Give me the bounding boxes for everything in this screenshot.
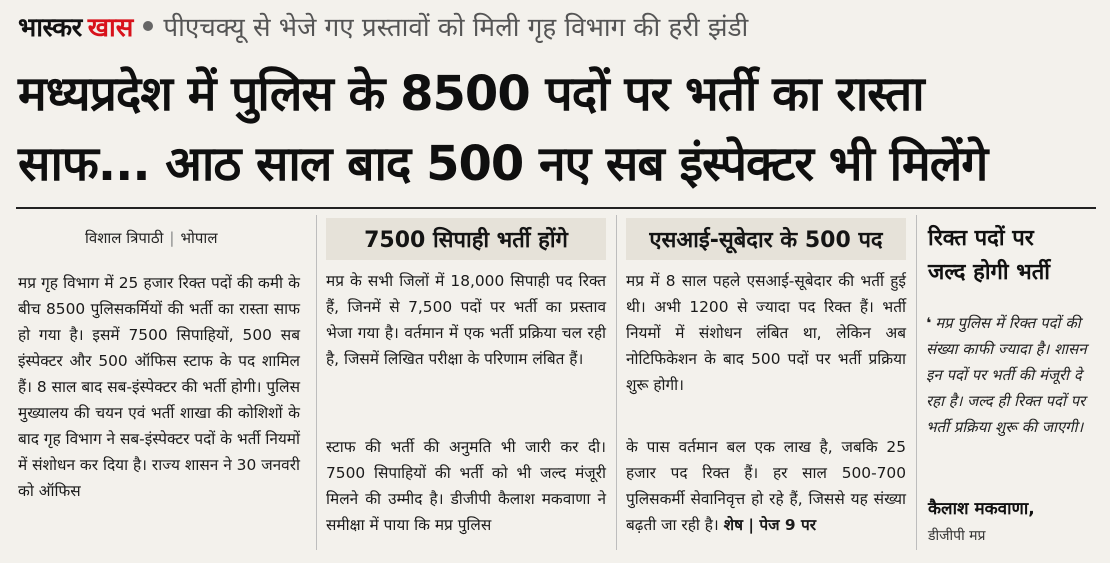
brand-name: भास्कर bbox=[18, 13, 82, 43]
article-column-2-top: मप्र के सभी जिलों में 18,000 सिपाही पद रिक्त हैं, जिनमें से 7,500 पदों पर भर्ती का प्रस्ताव भेजा गया है। वर्तमान में एक भर्ती प्रक्रिया चल रही है, जिसमें लिखित परीक्षा के परिणाम लंबित हैं। bbox=[326, 272, 606, 368]
sidebar-title bbox=[928, 222, 1050, 290]
headline-divider bbox=[16, 207, 1096, 209]
sidebar-title-line-1: रिक्त पदों पर bbox=[928, 226, 1034, 251]
article-column-1: मप्र गृह विभाग में 25 हजार रिक्त पदों की कमी के बीच 8500 पुलिसकर्मियों की भर्ती का रास्ता साफ हो गया है। इसमें 7500 सिपाहियों, 500 सब इंस्पेक्टर और 500 ऑफिस स्टाफ के पद शामिल हैं। 8 साल बाद सब-इंस्पेक्टर की भर्ती होगी। पुलिस मुख्यालय की चयन एवं भर्ती शाखा की कोशिशों के बाद गृह विभाग ने सब-इंस्पेक्टर पदों के भर्ती नियमों में संशोधन कर दिया है। राज्य शासन ने 30 जनवरी को ऑफिस bbox=[18, 274, 300, 500]
column-divider bbox=[316, 215, 317, 550]
sidebar-title-line-2: जल्द होगी भर्ती bbox=[928, 260, 1050, 285]
byline: विशाल त्रिपाठी | भोपाल bbox=[85, 229, 218, 247]
brand-special-tag: खास bbox=[87, 13, 134, 43]
sidebar-quote-text: मप्र पुलिस में रिक्त पदों की संख्या काफी ज्यादा है। शासन इन पदों पर भर्ती की मंजूरी दे रहा है। जल्द ही रिक्त पदों पर भर्ती प्रक्रिया शुरू की जाएगी। bbox=[926, 314, 1087, 436]
dateline-place: भोपाल bbox=[180, 229, 218, 247]
subheading-constables: 7500 सिपाही भर्ती होंगे bbox=[326, 218, 606, 260]
article-column-2-bottom: स्टाफ की भर्ती की अनुमति भी जारी कर दी। 7500 सिपाहियों की भर्ती को भी जल्द मंजूरी मिलने की उम्मीद है। डीजीपी कैलाश मकवाणा ने समीक्षा में पाया कि मप्र पुलिस bbox=[326, 438, 606, 534]
continued-on-page: शेष | पेज 9 पर bbox=[723, 516, 816, 534]
kicker-text: पीएचक्यू से भेजे गए प्रस्तावों को मिली गृह विभाग की हरी झंडी bbox=[163, 13, 749, 43]
article-column-3-bottom-text: के पास वर्तमान बल एक लाख है, जबकि 25 हजार पद रिक्त हैं। हर साल 500-700 पुलिसकर्मी सेवानिवृत्त हो रहे हैं, जिससे यह संख्या बढ़ती जा रही है। bbox=[626, 438, 906, 534]
author-name: विशाल त्रिपाठी bbox=[85, 229, 164, 247]
column-divider bbox=[916, 215, 917, 550]
quote-author-name: कैलाश मकवाणा, bbox=[928, 499, 1035, 519]
kicker-line bbox=[18, 8, 748, 44]
column-divider bbox=[616, 215, 617, 550]
quote-author-role: डीजीपी मप्र bbox=[928, 528, 986, 544]
article-column-3-bottom bbox=[626, 434, 906, 538]
bullet-icon bbox=[143, 21, 153, 31]
subheading-si-subedar: एसआई-सूबेदार के 500 पद bbox=[626, 218, 906, 260]
headline-line-1: मध्यप्रदेश में पुलिस के 8500 पदों पर भर्ती का रास्ता bbox=[18, 66, 924, 122]
quote-mark-icon: ❛ bbox=[926, 314, 932, 332]
article-column-3-top: मप्र में 8 साल पहले एसआई-सूबेदार की भर्ती हुई थी। अभी 1200 से ज्यादा पद रिक्त हैं। भर्ती नियमों में संशोधन लंबित था, लेकिन अब नोटिफिकेशन के बाद 500 पदों पर भर्ती प्रक्रिया शुरू होगी। bbox=[626, 272, 906, 394]
headline-line-2: साफ... आठ साल बाद 500 नए सब इंस्पेक्टर भी मिलेंगे bbox=[18, 136, 988, 192]
sidebar-quote bbox=[926, 310, 1098, 440]
